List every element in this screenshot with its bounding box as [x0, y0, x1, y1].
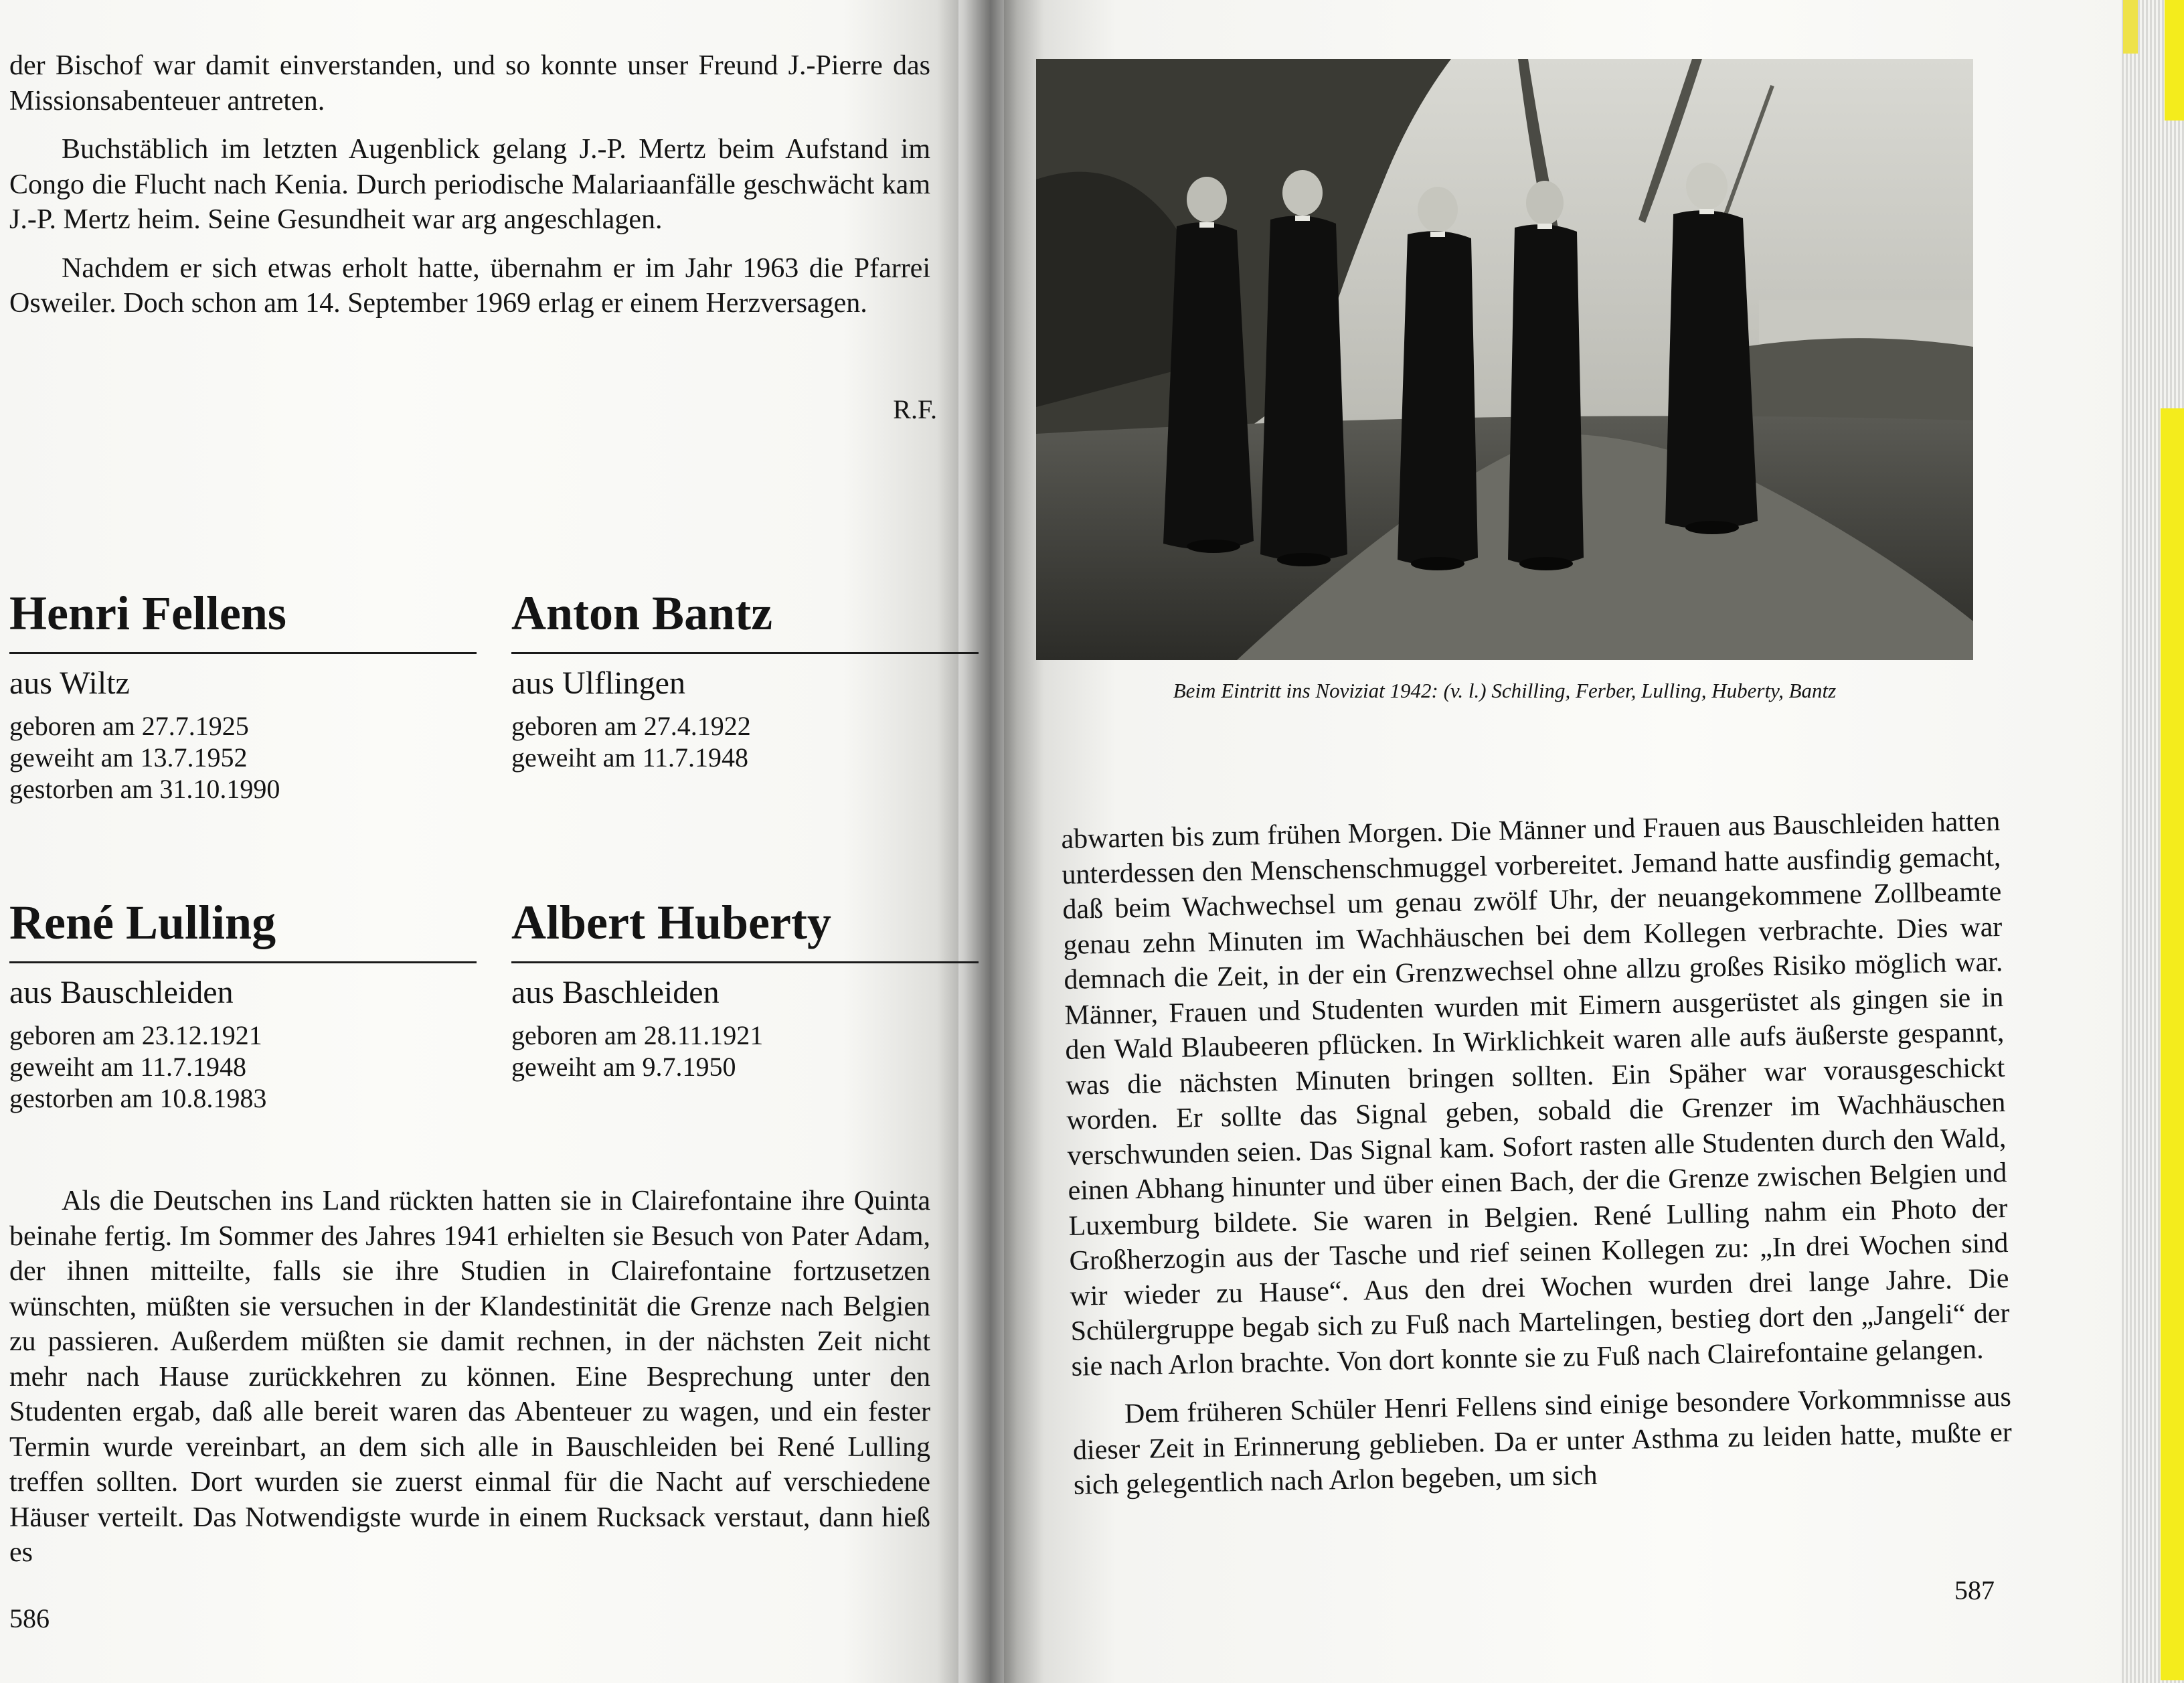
page-tab-marker	[2123, 0, 2138, 54]
bio-date: geboren am 23.12.1921	[9, 1020, 262, 1050]
paragraph: der Bischof war damit einverstanden, und so konnte unser Freund J.-Pierre das Missionsabenteuer antreten.	[9, 50, 930, 116]
bio-origin: aus Ulflingen	[511, 665, 685, 701]
paragraph: Nachdem er sich etwas erholt hatte, übernahm er im Jahr 1963 die Pfarrei Osweiler. Doch schon am 14. September 1969 erlag er einem Herzversagen.	[9, 252, 930, 319]
bio-date: gestorben am 31.10.1990	[9, 774, 280, 804]
intro-text	[9, 48, 930, 321]
divider	[511, 961, 979, 963]
book-gutter-shadow	[937, 0, 1044, 1683]
photo-illustration	[1036, 59, 1973, 660]
bio-name: René Lulling	[9, 896, 276, 949]
bio-origin: aus Wiltz	[9, 665, 130, 701]
page-tab-marker	[2161, 408, 2184, 1680]
bio-rene-lulling	[9, 896, 477, 1114]
bio-origin: aus Baschleiden	[511, 975, 720, 1010]
page-number-right: 587	[1954, 1575, 1995, 1605]
bio-name: Albert Huberty	[511, 896, 831, 949]
bio-date: geweiht am 11.7.1948	[511, 742, 749, 773]
bio-anton-bantz	[511, 586, 979, 773]
divider	[9, 961, 477, 963]
bio-henri-fellens	[9, 586, 477, 805]
divider	[9, 652, 477, 654]
author-signature: R.F.	[893, 394, 937, 424]
page-number-left: 586	[9, 1603, 50, 1633]
story-text	[9, 1184, 930, 1571]
divider	[511, 652, 979, 654]
bio-date: geweiht am 11.7.1948	[9, 1052, 247, 1082]
photo-caption: Beim Eintritt ins Noviziat 1942: (v. l.) Schilling, Ferber, Lulling, Huberty, Bantz	[1173, 679, 1837, 702]
bio-date: gestorben am 10.8.1983	[9, 1083, 267, 1113]
bio-date: geweiht am 9.7.1950	[511, 1052, 736, 1082]
historic-photo	[1036, 59, 1973, 660]
bio-origin: aus Bauschleiden	[9, 975, 234, 1010]
paragraph: Als die Deutschen ins Land rückten hatten sie in Clairefontaine ihre Quinta beinahe fertig. Im Sommer des Jahres 1941 erhielten sie Besuch von Pater Adam, der ihnen mitteilte, falls sie ihre Studien in Clairefontaine fortzusetzen wünschten, müßten sie versuchen in der Klandestinität die Grenze nach Belgien zu passieren. Außerdem müßten sie damit rechnen, in der nächsten Zeit nicht mehr nach Hause zurückkehren zu können. Eine Besprechung unter den Studenten ergab, daß alle bereit waren das Abenteuer zu wagen, und ein fester Termin wurde vereinbart, an dem sich alle in Bauschleiden bei René Lulling treffen sollten. Dort wurden sie zuerst einmal für die Nacht auf verschiedene Häuser verteilt. Das Notwendigste wurde in einem Rucksack verstaut, dann hieß es	[9, 1186, 930, 1568]
bio-name: Henri Fellens	[9, 586, 286, 640]
page-tab-marker	[2165, 0, 2184, 121]
right-page-text	[1061, 804, 2013, 1503]
bio-date: geweiht am 13.7.1952	[9, 742, 248, 773]
bio-name: Anton Bantz	[511, 586, 773, 640]
bio-date: geboren am 28.11.1921	[511, 1020, 764, 1050]
bio-albert-huberty	[511, 896, 979, 1083]
paragraph: Dem früheren Schüler Henri Fellens sind einige besondere Vorkommnisse aus dieser Zeit in Erinnerung geblieben. Da er unter Asthma zu leiden hatte, mußte er sich gelegentlich nach Arlon begeben, um sich	[1072, 1381, 2013, 1501]
bio-date: geboren am 27.4.1922	[511, 711, 751, 741]
paragraph: Buchstäblich im letzten Augenblick gelang J.-P. Mertz beim Aufstand im Congo die Flucht nach Kenia. Durch periodische Malariaanfälle geschwächt kam J.-P. Mertz heim. Seine Gesundheit war arg angeschlagen.	[9, 134, 930, 235]
paragraph: abwarten bis zum frühen Morgen. Die Männer und Frauen aus Bauschleiden hatten unterdessen den Menschenschmuggel vorbereitet. Jemand hatte ausfindig gemacht, daß beim Wachwechsel um genau zwölf Uhr, der neuangekommene Zollbeamte genau zehn Minuten im Wachhäuschen bei dem Kollegen verbrachte. Dies war demnach die Zeit, in der ein Grenzwechsel ohne allzu großes Risiko möglich war. Männer, Frauen und Studenten wurden mit Eimern ausgerüstet als gingen sie in den Wald Blaubeeren pflücken. In Wirklichkeit waren alle aufs äußerste gespannt, was die nächsten Minuten bringen sollten. Ein Späher war vorausgeschickt worden. Er sollte das Signal geben, sobald die Grenzer im Wachhäuschen verschwunden seien. Das Signal kam. Sofort rasten alle Studenten durch den Wald, einen Abhang hinunter und über einen Bach, der die Grenze zwischen Belgien und Luxemburg bildete. Sie waren in Belgien. René Lulling nahm ein Photo der Großherzogin aus der Tasche und rief seinen Kollegen zu: „In drei Wochen sind wir wieder zu Hause“. Aus den drei Wochen wurden drei lange Jahre. Die Schülergruppe begab sich zu Fuß nach Martelingen, bestieg dort den „Jangeli“ der sie nach Arlon brachte. Von dort konnte sie zu Fuß nach Clairefontaine gelangen.	[1061, 806, 2010, 1382]
bio-date: geboren am 27.7.1925	[9, 711, 249, 741]
